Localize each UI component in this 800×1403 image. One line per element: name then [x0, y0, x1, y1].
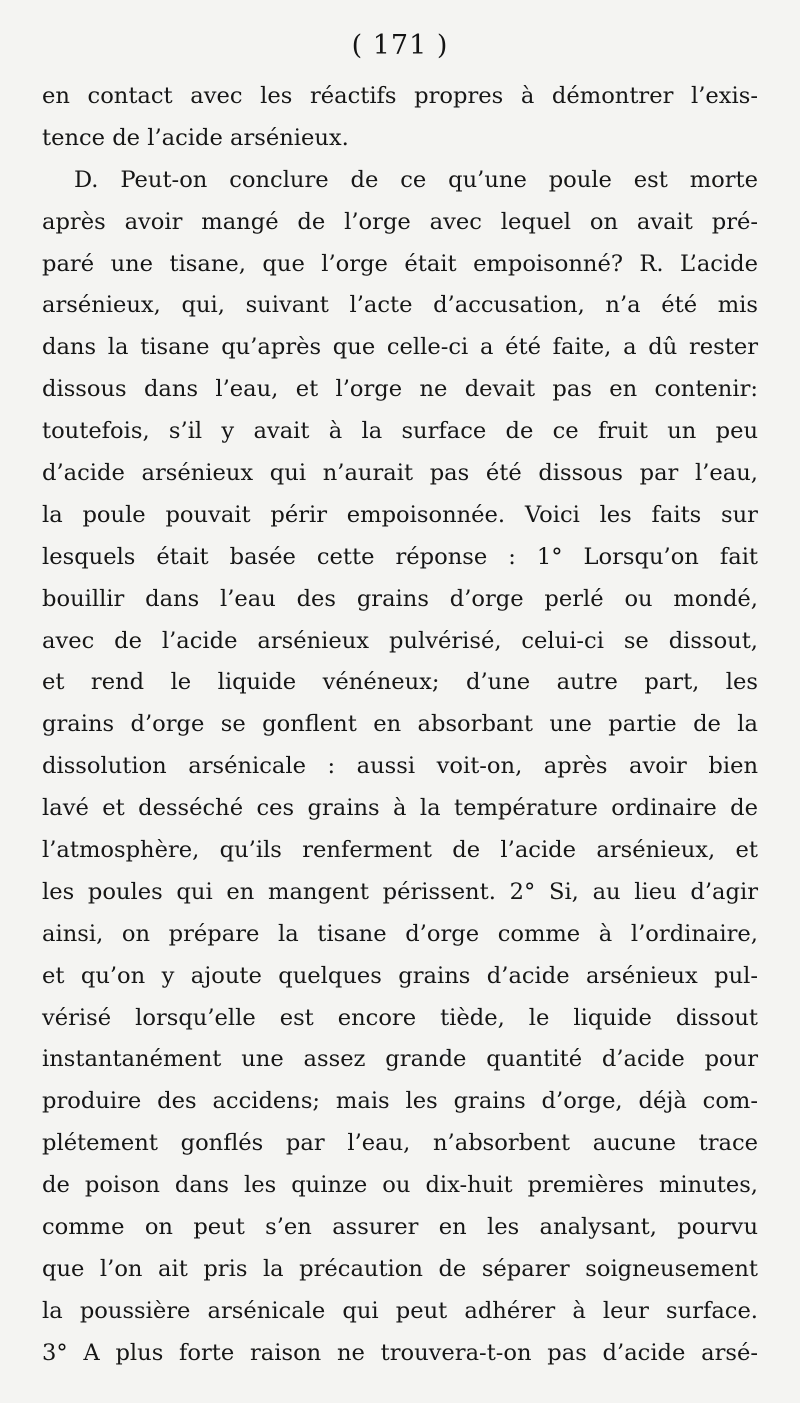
- text-line: grains d’orge se gonflent en absorbant une partie de la: [42, 711, 758, 738]
- text-line: et qu’on y ajoute quelques grains d’acide arsénieux pul-: [42, 962, 758, 989]
- text-line: toutefois, s’il y avait à la surface de ce fruit un peu: [42, 418, 758, 445]
- text-line: dissolution arsénicale : aussi voit-on, après avoir bien: [42, 753, 758, 780]
- text-line: tence de l’acide arsénieux.: [42, 124, 349, 151]
- text-line: arsénieux, qui, suivant l’acte d’accusation, n’a été mis: [42, 292, 758, 319]
- text-line: que l’on ait pris la précaution de séparer soigneusement: [42, 1255, 758, 1282]
- page-number: ( 171 ): [351, 30, 449, 61]
- text-line: l’atmosphère, qu’ils renferment de l’acide arsénieux, et: [42, 837, 758, 864]
- text-line: de poison dans les quinze ou dix-huit premières minutes,: [42, 1172, 758, 1199]
- text-line: en contact avec les réactifs propres à démontrer l’exis-: [42, 83, 758, 109]
- text-line: 3° A plus forte raison ne trouvera-t-on pas d’acide arsé-: [42, 1339, 758, 1366]
- text-line: et rend le liquide vénéneux; d’une autre part, les: [42, 669, 758, 696]
- text-line: paré une tisane, que l’orge était empoisonné? R. L’acide: [42, 250, 758, 277]
- text-line: produire des accidens; mais les grains d’orge, déjà com-: [42, 1088, 758, 1115]
- text-line: les poules qui en mangent périssent. 2° Si, au lieu d’agir: [42, 878, 758, 905]
- text-line: ainsi, on prépare la tisane d’orge comme à l’ordinaire,: [42, 920, 758, 947]
- text-line: bouillir dans l’eau des grains d’orge perlé ou mondé,: [42, 585, 758, 612]
- body-text: [42, 76, 758, 1375]
- text-line: lesquels était basée cette réponse : 1° Lorsqu’on fait: [42, 543, 758, 570]
- text-line: la poule pouvait périr empoisonnée. Voici les faits sur: [42, 501, 758, 528]
- text-line: d’acide arsénieux qui n’aurait pas été dissous par l’eau,: [42, 460, 758, 487]
- text-line: comme on peut s’en assurer en les analysant, pourvu: [42, 1214, 758, 1241]
- text-line: lavé et desséché ces grains à la température ordinaire de: [42, 795, 758, 822]
- text-line: avec de l’acide arsénieux pulvérisé, celui-ci se dissout,: [42, 627, 758, 654]
- text-line: instantanément une assez grande quantité d’acide pour: [42, 1046, 758, 1073]
- text-line: plétement gonflés par l’eau, n’absorbent aucune trace: [42, 1130, 758, 1157]
- text-line: dissous dans l’eau, et l’orge ne devait pas en contenir:: [42, 376, 758, 403]
- text-line: D. Peut-on conclure de ce qu’une poule est morte: [74, 166, 758, 193]
- text-line: la poussière arsénicale qui peut adhérer à leur surface.: [42, 1297, 758, 1324]
- text-line: après avoir mangé de l’orge avec lequel on avait pré-: [42, 208, 758, 235]
- text-line: dans la tisane qu’après que celle-ci a été faite, a dû rester: [42, 334, 758, 361]
- text-line: vérisé lorsqu’elle est encore tiède, le liquide dissout: [42, 1004, 758, 1031]
